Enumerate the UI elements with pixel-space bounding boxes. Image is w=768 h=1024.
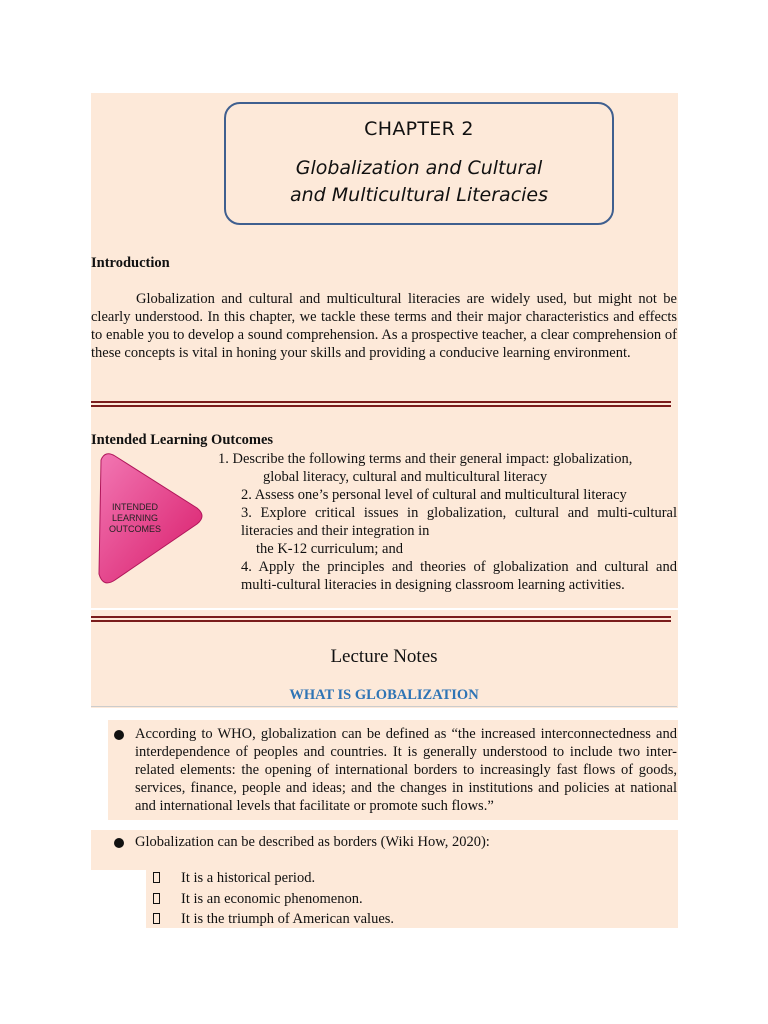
chapter-title-box	[224, 102, 614, 225]
chapter-title-line2: and Multicultural Literacies	[289, 184, 549, 206]
outcome-item-2: 2. Assess one’s personal level of cultural and multicultural literacy	[241, 487, 627, 503]
bullet-icon	[114, 730, 124, 740]
double-rule-divider	[91, 401, 671, 407]
outcomes-heading: Intended Learning Outcomes	[91, 432, 274, 448]
missing-glyph-box-icon	[153, 872, 160, 883]
missing-glyph-box-icon	[153, 913, 160, 924]
bullet-paragraph-borders: Globalization can be described as borders (Wiki How, 2020):	[135, 834, 490, 850]
list-item: It is an economic phenomenon.	[181, 891, 363, 907]
lecture-notes-heading: Lecture Notes	[330, 646, 438, 667]
badge-text-line3: OUTCOMES	[108, 524, 162, 534]
introduction-heading: Introduction	[91, 255, 170, 271]
chapter-title	[226, 155, 612, 209]
outcome-item-3: 3. Explore critical issues in globalization, cultural and multi-cultural literacies and their integration in	[241, 505, 677, 539]
bullet-paragraph-who-definition: According to WHO, globalization can be defined as “the increased interconnectedness and interdependence of peoples and countries. It is generally understood to include two inter-related elements: the opening of international borders to increasingly fast flows of goods, services, finance, people and ideas; and the changes in institutions and policies at national and international levels that facilitate or promote such flows.”	[135, 726, 677, 814]
missing-glyph-box-icon	[153, 893, 160, 904]
outcome-item-1-cont: global literacy, cultural and multicultural literacy	[263, 469, 548, 485]
bullet-icon	[114, 838, 124, 848]
outcome-item-3-cont: the K-12 curriculum; and	[256, 541, 403, 557]
chapter-label: CHAPTER 2	[364, 118, 474, 140]
list-item: It is the triumph of American values.	[181, 911, 395, 927]
outcomes-badge-icon	[93, 450, 207, 586]
list-item: It is a historical period.	[181, 870, 316, 886]
badge-text-line2: LEARNING	[111, 513, 159, 523]
badge-text-line1: INTENDED	[111, 502, 159, 512]
thin-divider	[91, 706, 677, 707]
double-rule-divider-2	[91, 616, 671, 622]
what-is-globalization-subheading: WHAT IS GLOBALIZATION	[289, 687, 479, 703]
chapter-title-line1: Globalization and Cultural	[295, 157, 543, 179]
introduction-paragraph: Globalization and cultural and multicultural literacies are widely used, but might not be clearly understood. In this chapter, we tackle these terms and their major characteristics and effects to enable you to develop a sound comprehension. As a prospective teacher, a clear comprehension of these concepts is vital in honing your skills and providing a conducive learning environment.	[91, 291, 677, 361]
outcome-item-1: 1. Describe the following terms and their general impact: globalization,	[218, 451, 633, 467]
outcome-item-4: 4. Apply the principles and theories of globalization and cultural and multi-cultural literacies in designing classroom learning activities.	[241, 559, 677, 593]
